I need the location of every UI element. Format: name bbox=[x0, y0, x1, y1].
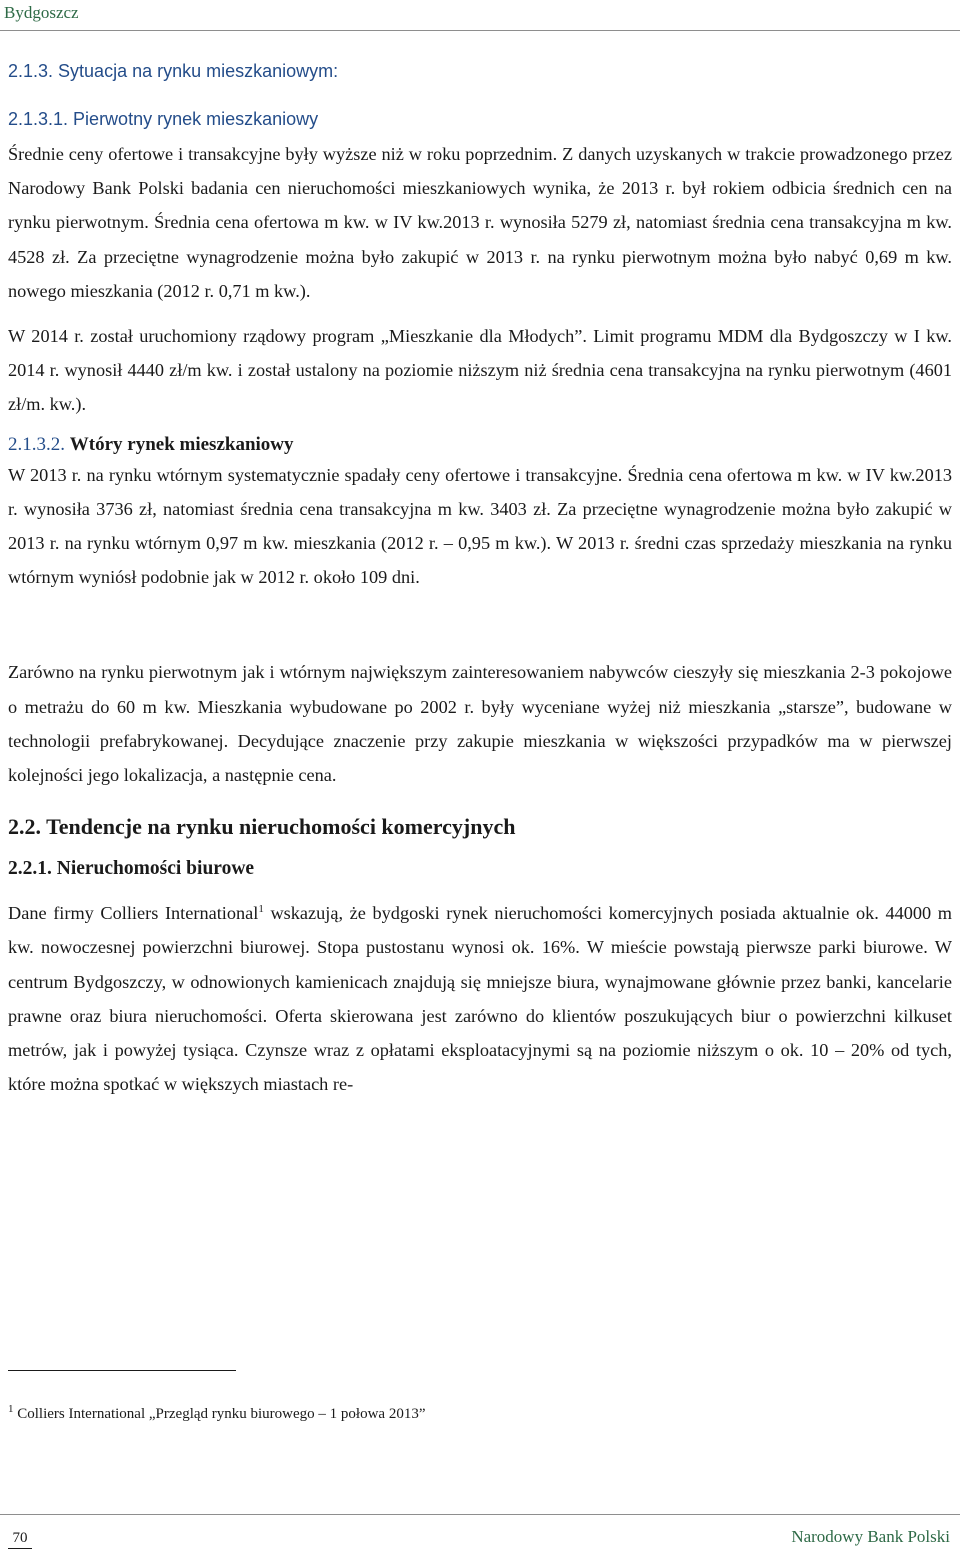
footnote-marker: 1 bbox=[8, 1403, 14, 1415]
page-content bbox=[8, 58, 952, 1101]
footer-brand: Narodowy Bank Polski bbox=[791, 1527, 950, 1546]
paragraph-primary-market-prices bbox=[8, 137, 952, 308]
section-title-2-2-1: 2.2.1. Nieruchomości biurowe bbox=[8, 858, 255, 880]
footer-divider bbox=[0, 1514, 960, 1515]
section-label-2-1-3-2: Wtóry rynek mieszkaniowy bbox=[69, 433, 294, 455]
paragraph-office-market bbox=[8, 896, 952, 1101]
paragraph-secondary-market-text: W 2013 r. na rynku wtórnym systematycznie spadały ceny ofertowe i transakcyjne. Średnia cena ofertowa m kw. w IV kw.2013 r. wynosiła 3736 zł, natomiast średnia cena transakcyjna m kw. 3403 zł. Za przeciętne wynagrodzenie można było zakupić w 2013 r. na rynku wtórnym 0,97 m kw. mieszkania (2012 r. – 0,95 m kw.). W 2013 r. średni czas sprzedaży mieszkania na rynku wtórnym wyniósł podobnie jak w 2012 r. około 109 dni. bbox=[8, 464, 952, 588]
section-title-2-2: 2.2. Tendencje na rynku nieruchomości komercyjnych bbox=[8, 814, 516, 840]
footnote-divider bbox=[8, 1370, 236, 1371]
paragraph-buyer-interest bbox=[8, 655, 952, 792]
section-number-2-1-3-2: 2.1.3.2. bbox=[8, 433, 65, 455]
footnote-reference[interactable]: 1 bbox=[258, 903, 264, 916]
paragraph-mdm-program bbox=[8, 319, 952, 422]
page-number: 70 bbox=[8, 1528, 32, 1549]
section-title-2-1-3: 2.1.3. Sytuacja na rynku mieszkaniowym: bbox=[8, 61, 339, 81]
paragraph-secondary-market bbox=[8, 458, 952, 595]
section-title-2-1-3-1: 2.1.3.1. Pierwotny rynek mieszkaniowy bbox=[8, 109, 319, 129]
running-title: Bydgoszcz bbox=[4, 3, 79, 22]
footnote bbox=[8, 1403, 426, 1423]
paragraph-primary-market-prices-text: Średnie ceny ofertowe i transakcyjne były wyższe niż w roku poprzednim. Z danych uzyskanych w trakcie prowadzonego przez Narodowy Bank Polski badania cen nieruchomości mieszkaniowych wynika, że 2013 r. był rokiem odbicia średnich cen na rynku pierwotnym. Średnia cena ofertowa m kw. w IV kw.2013 r. wynosiła 5279 zł, natomiast średnia cena transakcyjna m kw. 4528 zł. Za przeciętne wynagrodzenie można było zakupić w 2013 r. na rynku pierwotnym można było nabyć 0,69 m kw. nowego mieszkania (2012 r. 0,71 m kw.). bbox=[8, 144, 952, 301]
running-header bbox=[0, 0, 960, 31]
paragraph-buyer-interest-text: Zarówno na rynku pierwotnym jak i wtórnym największym zainteresowaniem nabywców cieszyły się mieszkania 2-3 pokojowe o metrażu do 60 m kw. Mieszkania wybudowane po 2002 r. były wyceniane wyżej niż mieszkania „starsze”, budowane w technologii prefabrykowanej. Decydujące znaczenie przy zakupie mieszkania w większości przypadków ma w pierwszej kolejności jego lokalizacja, a następnie cena. bbox=[8, 662, 952, 786]
paragraph-office-market-text-b: wskazują, że bydgoski rynek nieruchomości komercyjnych posiada aktualnie ok. 44000 m kw. nowoczesnej powierzchni biurowej. Stopa pustostanu wynosi ok. 16%. W mieście powstają pierwsze parki biurowe. W centrum Bydgoszczy, w odnowionych kamienicach znajdują się mniejsze biura, wynajmowane głównie przez banki, kancelarie prawne oraz biura nieruchomości. Oferta skierowana jest zarówno do klientów poszukujących biur o powierzchni kilkuset metrów, jak i powyżej tysiąca. Czynsze wraz z opłatami eksploatacyjnymi są na poziomie niższym o ok. 10 – 20% od tych, które można spotkać w większych miastach re- bbox=[8, 903, 952, 1095]
footnote-text: Colliers International „Przegląd rynku biurowego – 1 połowa 2013” bbox=[13, 1406, 426, 1422]
paragraph-office-market-text-a: Dane firmy Colliers International bbox=[8, 903, 259, 924]
section-title-2-1-3-2 bbox=[8, 432, 952, 458]
paragraph-mdm-program-text: W 2014 r. został uruchomiony rządowy program „Mieszkanie dla Młodych”. Limit programu MDM dla Bydgoszczy w I kw. 2014 r. wynosił 4440 zł/m kw. i został ustalony na poziomie niższym niż średnia cena transakcyjna na rynku pierwotnym (4601 zł/m. kw.). bbox=[8, 326, 952, 415]
